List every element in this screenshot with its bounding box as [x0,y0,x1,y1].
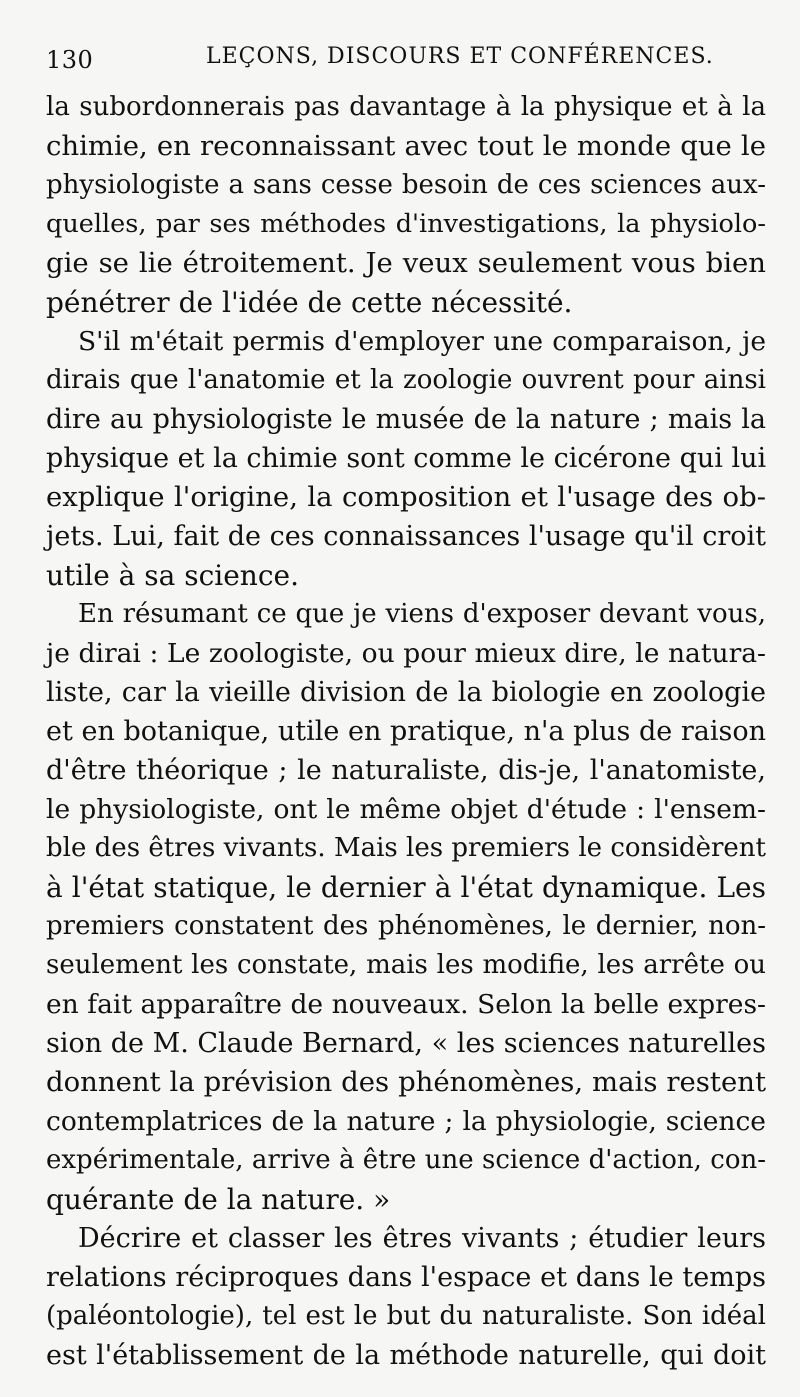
text-line: la subordonnerais pas davantage à la physique et à la [46,92,766,122]
text-line: (paléontologie), tel est le but du naturaliste. Son idéal [46,1301,766,1331]
text-line: sion de M. Claude Bernard, « les sciences naturelles [46,1028,766,1059]
text-line: physiologiste a sans cesse besoin de ces sciences aux- [46,170,766,200]
text-line: relations réciproques dans l'espace et dans le temps [46,1262,766,1293]
text-line: premiers constatent des phénomènes, le dernier, non- [46,911,766,941]
text-line: je dirai : Le zoologiste, ou pour mieux dire, le natura- [46,638,766,669]
text-line: utile à sa science. [46,559,299,592]
text-line: jets. Lui, fait de ces connaissances l'usage qu'il croit [46,521,766,552]
text-line: dire au physiologiste le musée de la nature ; mais la [46,404,766,435]
text-line: dirais que l'anatomie et la zoologie ouvrent pour ainsi [46,365,766,395]
text-line: physique et la chimie sont comme le cicérone qui lui [46,443,767,474]
text-line: expérimentale, arrive à être une science d'action, con- [46,1145,766,1175]
text-line: contemplatrices de la nature ; la physiologie, science [46,1106,766,1137]
body-text [46,88,766,1375]
text-line: quelles, par ses méthodes d'investigations, la physiolo- [46,209,766,239]
text-line: En résumant ce que je viens d'exposer devant vous, [78,599,766,629]
text-line: Décrire et classer les êtres vivants ; étudier leurs [78,1223,766,1254]
text-line: gie se lie étroitement. Je veux seulement vous bien [46,247,766,279]
page-number: 130 [46,46,94,74]
text-line: le physiologiste, ont le même objet d'étude : l'ensem- [46,794,766,825]
text-line: explique l'origine, la composition et l'usage des ob- [46,481,766,513]
text-line: donnent la prévision des phénomènes, mais restent [46,1066,766,1098]
text-line: ble des êtres vivants. Mais les premiers le considèrent [46,833,766,863]
text-line: chimie, en reconnaissant avec tout le monde que le [46,130,766,162]
text-line: pénétrer de l'idée de cette nécessité. [46,286,573,319]
page-header [46,40,760,80]
text-line: et en botanique, utile en pratique, n'a plus de raison [46,716,766,747]
running-head: LEÇONS, DISCOURS ET CONFÉRENCES. [206,44,714,69]
text-line: quérante de la nature. » [46,1183,391,1216]
text-line: S'il m'était permis d'employer une comparaison, je [78,326,766,357]
text-line: seulement les constate, mais les modifie, les arrête ou [46,950,766,980]
text-line: à l'état statique, le dernier à l'état dynamique. Les [46,871,766,904]
text-line: en fait apparaître de nouveaux. Selon la belle expres- [46,989,766,1020]
text-line: est l'établissement de la méthode naturelle, qui doit [46,1340,766,1371]
text-line: liste, car la vieille division de la biologie en zoologie [46,677,766,708]
text-line: d'être théorique ; le naturaliste, dis-je, l'anatomiste, [46,755,766,786]
